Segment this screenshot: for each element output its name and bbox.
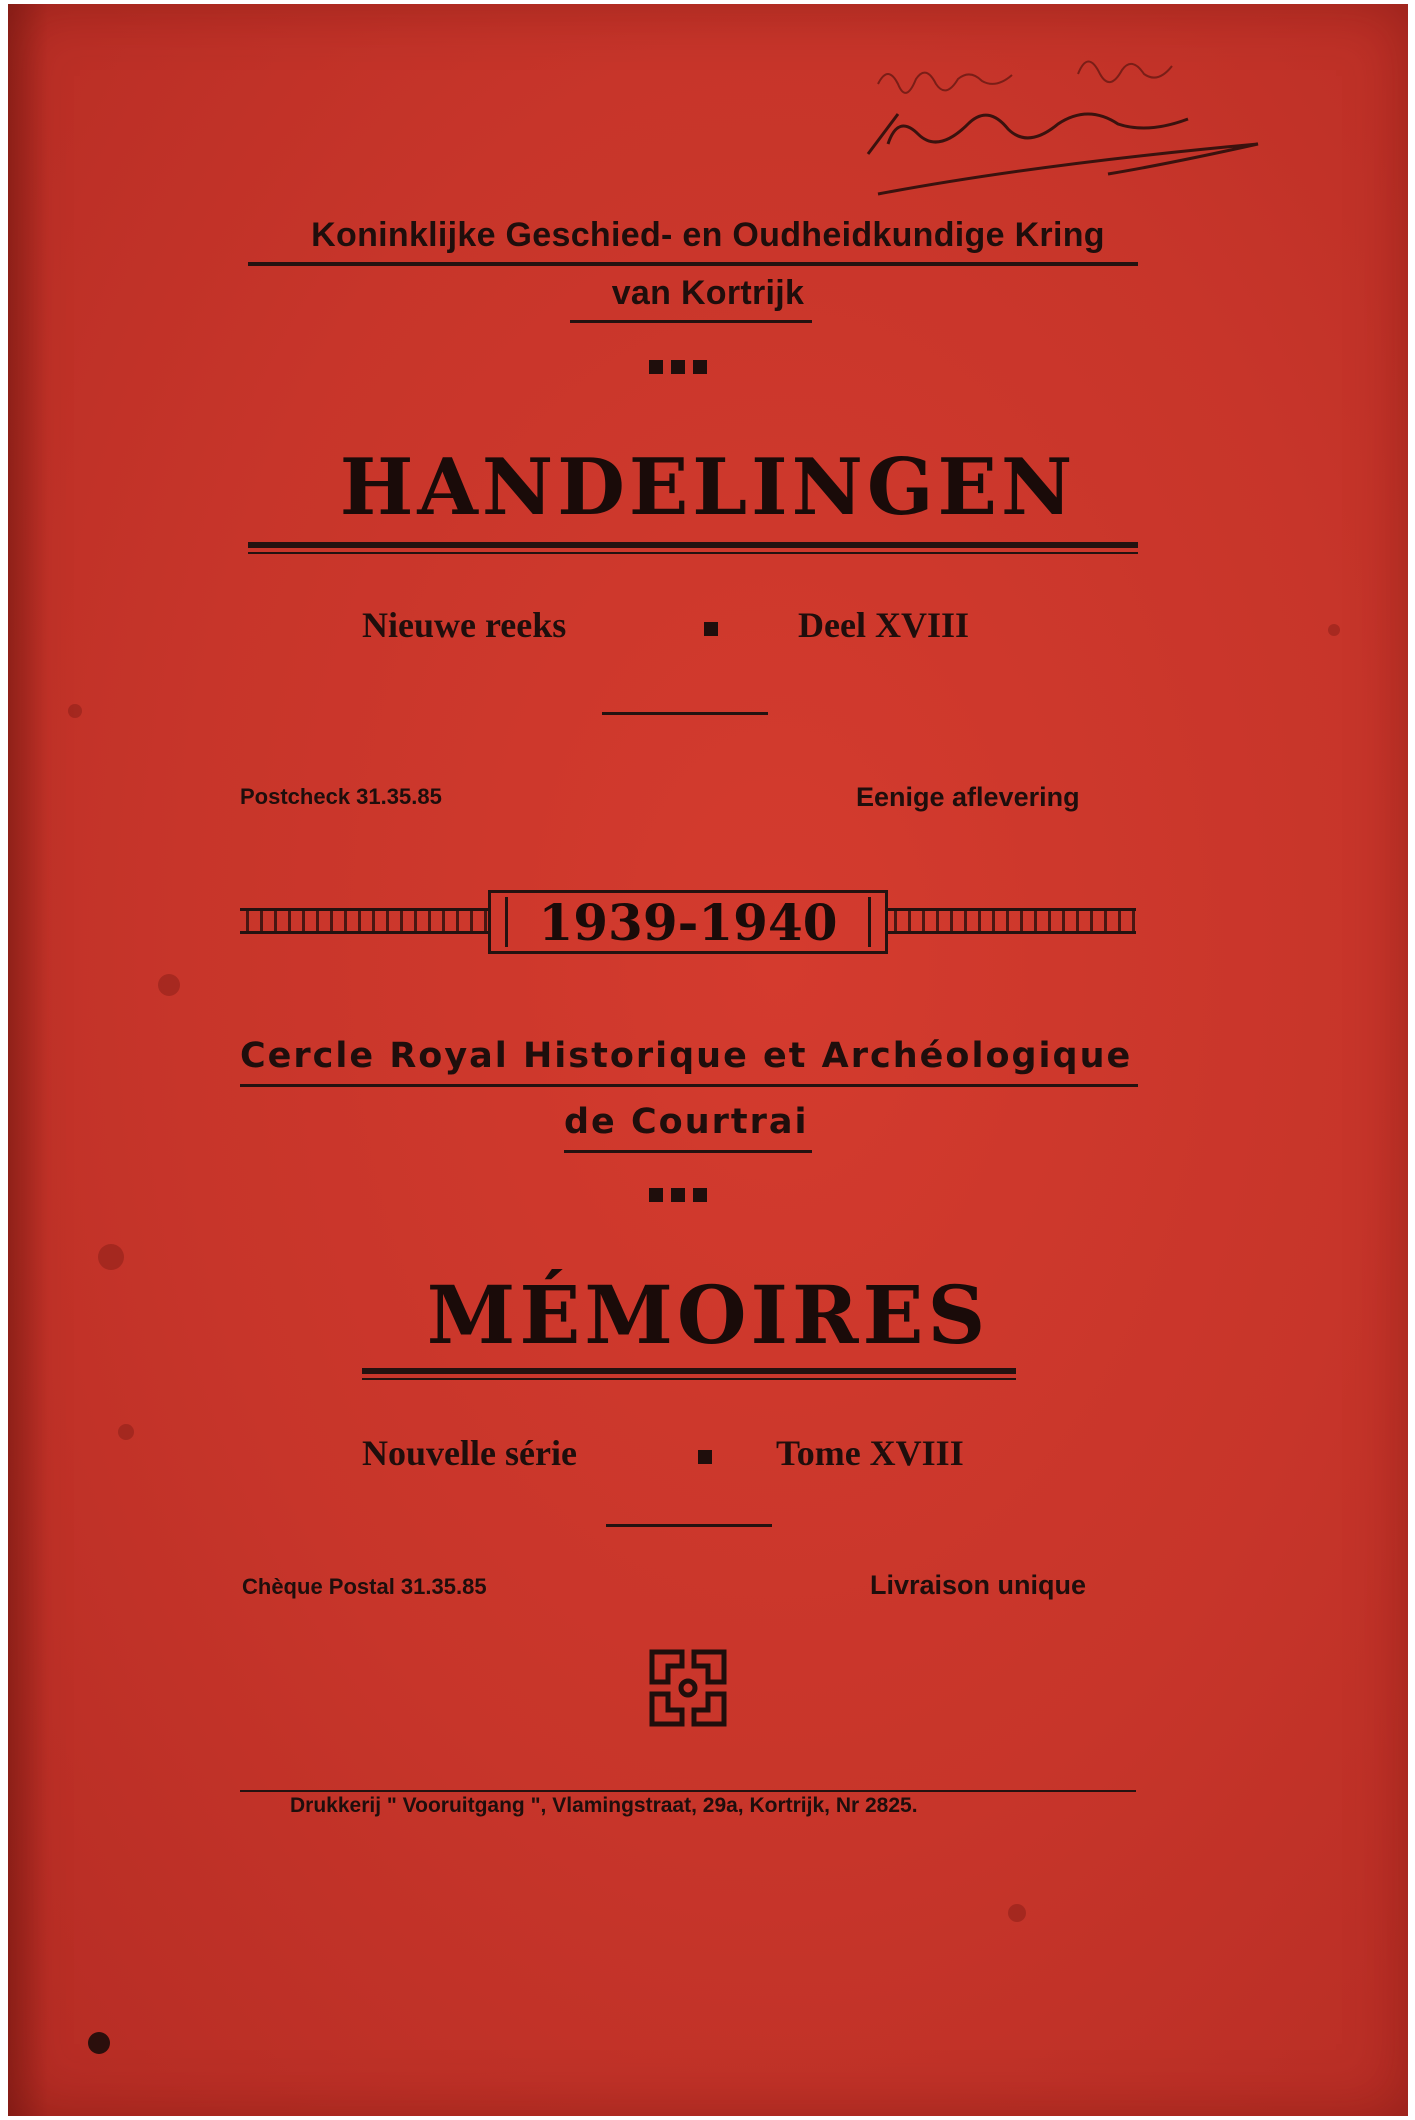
stain-speck bbox=[1328, 624, 1340, 636]
title-fr: MÉMOIRES bbox=[426, 1268, 990, 1362]
book-cover bbox=[8, 4, 1408, 2116]
society-nl-line2: van Kortrijk bbox=[611, 274, 805, 312]
postcheck-fr: Chèque Postal 31.35.85 bbox=[242, 1574, 487, 1599]
title-rule bbox=[248, 542, 1138, 548]
knot-ornament-icon bbox=[646, 1646, 730, 1730]
series-fr: Nouvelle série bbox=[362, 1433, 577, 1473]
stain-speck bbox=[68, 704, 82, 718]
printer-line: Drukkerij " Vooruitgang ", Vlamingstraat, 29a, Kortrijk, Nr 2825. bbox=[290, 1794, 918, 1817]
header-rule bbox=[570, 320, 812, 323]
society-fr-line2: de Courtrai bbox=[564, 1102, 809, 1142]
ornamental-border-left bbox=[240, 908, 488, 934]
society-fr-line1: Cercle Royal Historique et Archéologique bbox=[240, 1036, 1133, 1076]
bullet-square-icon bbox=[704, 622, 718, 636]
title-rule bbox=[362, 1368, 1016, 1374]
volume-fr: Tome XVIII bbox=[776, 1433, 964, 1473]
issue-fr: Livraison unique bbox=[870, 1570, 1087, 1600]
spine-shadow bbox=[8, 4, 48, 2116]
short-rule bbox=[602, 712, 768, 715]
handwritten-signature bbox=[848, 44, 1288, 204]
issue-nl: Eenige aflevering bbox=[856, 782, 1080, 812]
ornamental-border-right bbox=[888, 908, 1136, 934]
stain-speck bbox=[118, 1424, 134, 1440]
header-rule bbox=[240, 1084, 1138, 1087]
short-rule bbox=[606, 1524, 772, 1527]
title-rule-thin bbox=[248, 552, 1138, 554]
title-nl: HANDELINGEN bbox=[339, 442, 1077, 533]
bullet-square-icon bbox=[698, 1450, 712, 1464]
header-rule bbox=[248, 262, 1138, 266]
three-squares-icon bbox=[649, 1188, 707, 1202]
header-rule bbox=[564, 1150, 812, 1153]
series-nl: Nieuwe reeks bbox=[362, 605, 567, 645]
three-squares-icon bbox=[649, 360, 707, 374]
volume-nl: Deel XVIII bbox=[798, 605, 969, 645]
footer-rule bbox=[240, 1790, 1136, 1792]
postcheck-nl: Postcheck 31.35.85 bbox=[240, 784, 442, 809]
stain-speck bbox=[1008, 1904, 1026, 1922]
year-range: 1939-1940 bbox=[488, 890, 888, 954]
title-rule-thin bbox=[362, 1378, 1016, 1380]
punch-hole bbox=[88, 2032, 110, 2054]
society-nl-line1: Koninklijke Geschied- en Oudheidkundige Kring bbox=[311, 216, 1105, 254]
stain-speck bbox=[158, 974, 180, 996]
stain-speck bbox=[98, 1244, 124, 1270]
